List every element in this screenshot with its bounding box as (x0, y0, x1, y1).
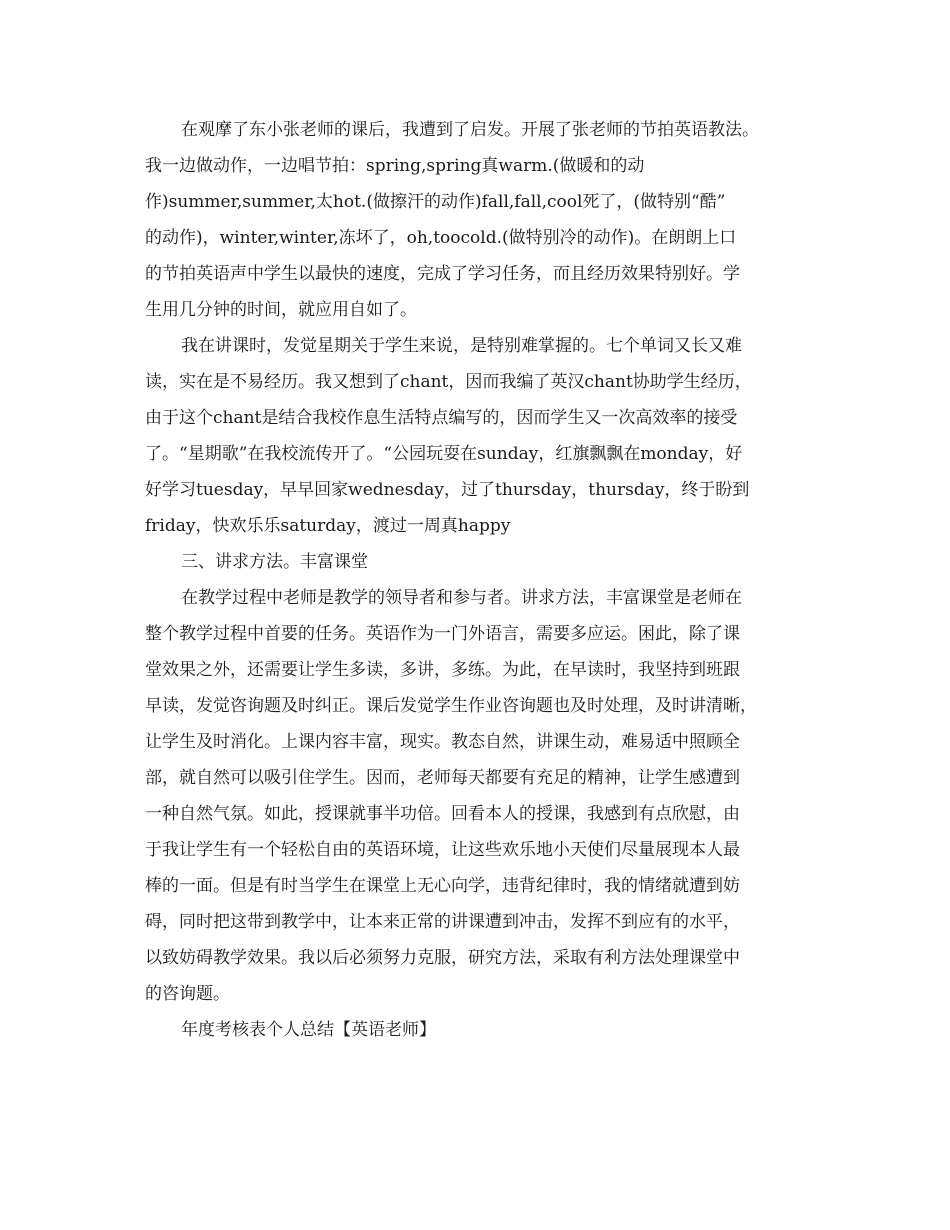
text-line: 的节拍英语声中学生以最快的速度，完成了学习任务，而且经历效果特别好。学 (145, 264, 740, 284)
section-heading: 三、讲求方法。丰富课堂 (181, 552, 368, 572)
text-line: 我一边做动作，一边唱节拍：spring,spring真warm.(做暖和的动 (145, 156, 645, 176)
text-line: 生用几分钟的时间，就应用自如了。 (145, 300, 417, 320)
text-line: 由于这个chant是结合我校作息生活特点编写的，因而学生又一次高效率的接受 (145, 408, 738, 428)
text-line: 了。“星期歌”在我校流传开了。“公园玩耍在sunday，红旗飘飘在monday，好 (145, 444, 743, 464)
text-line: 我在讲课时，发觉星期关于学生来说，是特别难掌握的。七个单词又长又难 (181, 336, 742, 356)
text-line: 的动作)，winter,winter,冻坏了，oh,toocold.(做特别冷的动作)。在朗朗上口 (145, 228, 737, 248)
text-line: 于我让学生有一个轻松自由的英语环境，让这些欢乐地小天使们尽量展现本人最 (145, 840, 740, 860)
text-line: 以致妨碍教学效果。我以后必须努力克服，研究方法，采取有利方法处理课堂中 (145, 948, 740, 968)
text-line: 碍，同时把这带到教学中，让本来正常的讲课遭到冲击，发挥不到应有的水平， (145, 912, 740, 932)
text-line: 一种自然气氛。如此，授课就事半功倍。回看本人的授课，我感到有点欣慰，由 (145, 804, 740, 824)
text-line: 整个教学过程中首要的任务。英语作为一门外语言，需要多应运。困此，除了课 (145, 624, 740, 644)
document-body (145, 112, 810, 1048)
text-line: 在教学过程中老师是教学的领导者和参与者。讲求方法，丰富课堂是老师在 (181, 588, 742, 608)
text-line: 堂效果之外，还需要让学生多读，多讲，多练。为此，在早读时，我坚持到班跟 (145, 660, 740, 680)
text-line: 读，实在是不易经历。我又想到了chant，因而我编了英汉chant协助学生经历， (145, 372, 752, 392)
text-line: 早读，发觉咨询题及时纠正。课后发觉学生作业咨询题也及时处理，及时讲清晰， (145, 696, 757, 716)
text-line: friday，快欢乐乐saturday，渡过一周真happy (145, 516, 511, 536)
text-line: 让学生及时消化。上课内容丰富，现实。教态自然，讲课生动，难易适中照顾全 (145, 732, 740, 752)
text-line: 作)summer,summer,太hot.(做擦汗的动作)fall,fall,cool死了，(做特别“酷” (145, 192, 726, 212)
text-line: 的咨询题。 (145, 984, 230, 1004)
text-line: 棒的一面。但是有时当学生在课堂上无心向学，违背纪律时，我的情绪就遭到妨 (145, 876, 740, 896)
text-line: 在观摩了东小张老师的课后，我遭到了启发。开展了张老师的节拍英语教法。 (181, 120, 759, 140)
document-title: 年度考核表个人总结【英语老师】 (181, 1020, 436, 1040)
text-line: 好学习tuesday，早早回家wednesday，过了thursday，thursday，终于盼到 (145, 480, 750, 500)
text-line: 部，就自然可以吸引住学生。因而，老师每天都要有充足的精神，让学生感遭到 (145, 768, 740, 788)
